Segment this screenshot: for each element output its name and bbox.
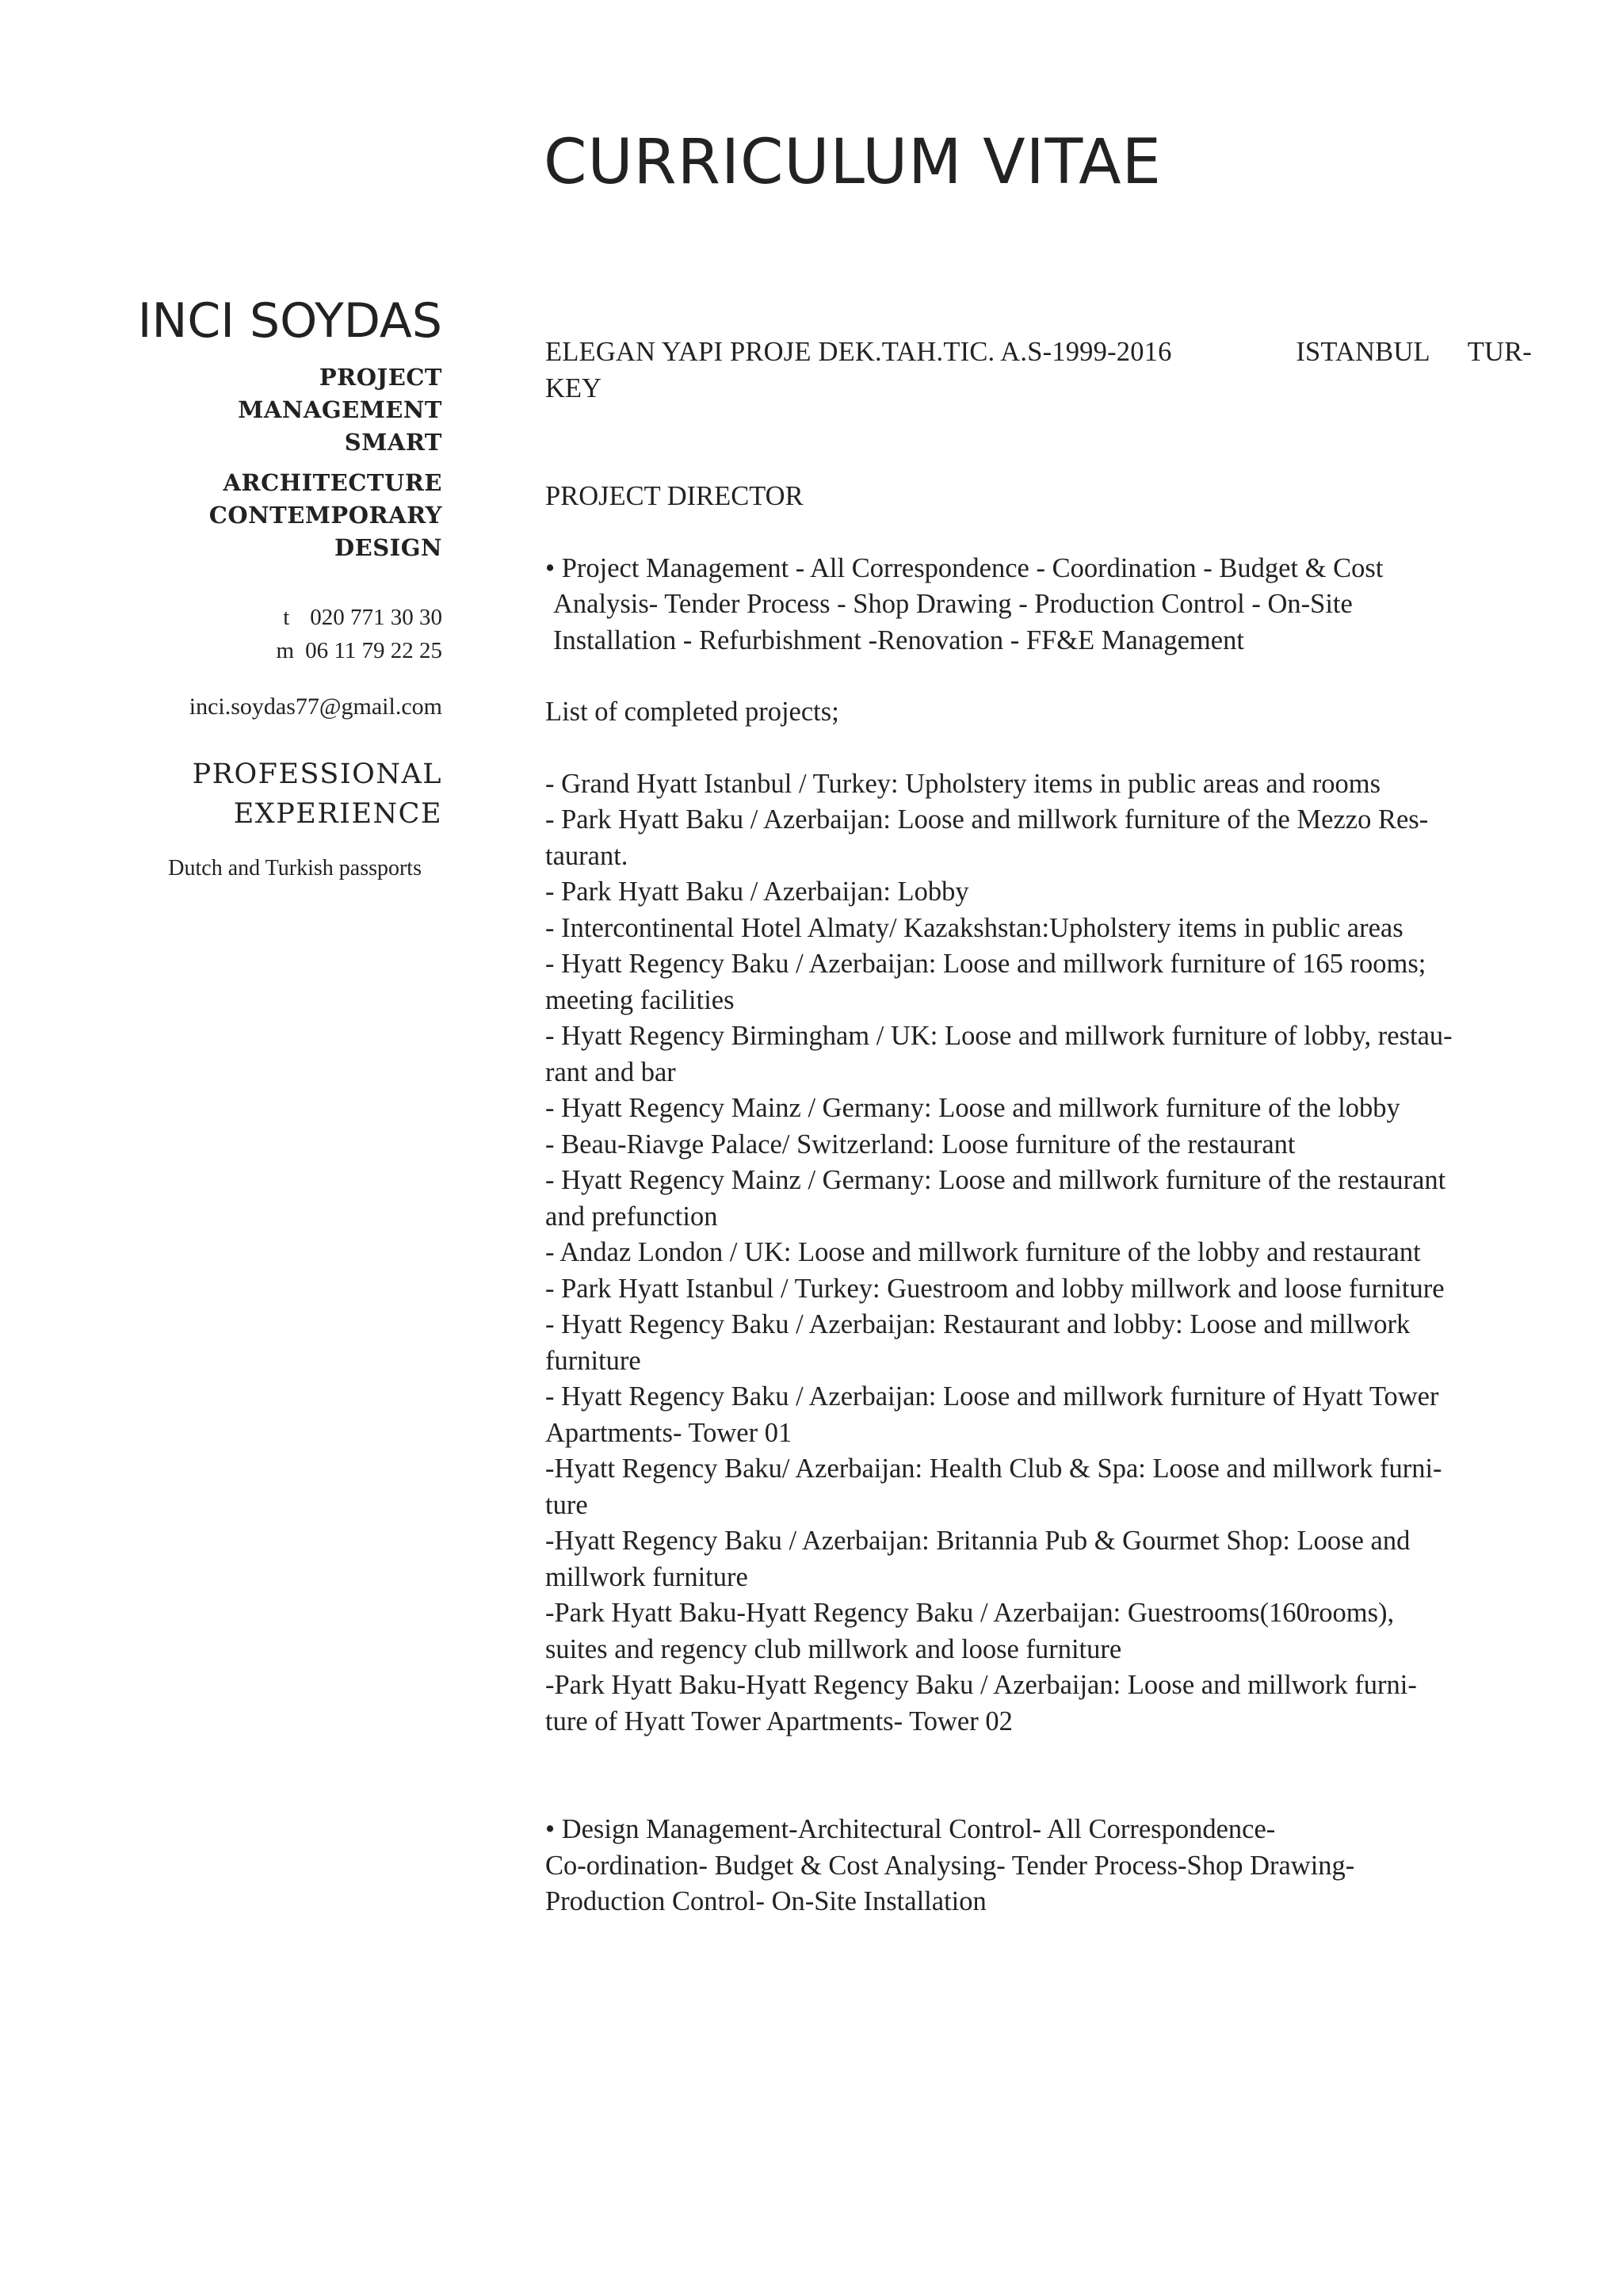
projects-heading: List of completed projects; — [545, 697, 839, 727]
project-line: -Park Hyatt Baku-Hyatt Regency Baku / Azerbaijan: Guestrooms(160rooms), — [545, 1598, 1395, 1628]
project-line: - Park Hyatt Baku / Azerbaijan: Lobby — [545, 877, 969, 907]
specialty-line: DESIGN — [334, 534, 442, 561]
phone-number: 020 771 30 30 — [310, 605, 442, 630]
project-line: rant and bar — [545, 1056, 676, 1087]
responsibility-line: Installation - Refurbishment -Renovation - FF&E Management — [553, 625, 1244, 655]
heading-line: EXPERIENCE — [233, 798, 442, 830]
project-line: ture — [545, 1489, 588, 1520]
company-name: ELEGAN YAPI PROJE DEK.TAH.TIC. A.S-1999-2016 — [545, 337, 1172, 367]
project-line: -Hyatt Regency Baku / Azerbaijan: Britannia Pub & Gourmet Shop: Loose and — [545, 1526, 1411, 1556]
responsibility-line: • Project Management - All Correspondence - Coordination - Budget & Cost — [545, 552, 1384, 583]
responsibility-line: Analysis- Tender Process - Shop Drawing - Production Control - On-Site — [553, 589, 1353, 619]
project-line: ture of Hyatt Tower Apartments- Tower 02 — [545, 1706, 1013, 1736]
project-line: - Beau-Riavge Palace/ Switzerland: Loose furniture of the restaurant — [545, 1129, 1296, 1159]
project-list — [545, 766, 1532, 1740]
specialty-line: PROJECT — [319, 364, 442, 391]
professional-experience-heading — [79, 755, 442, 834]
specialty-line: ARCHITECTURE — [223, 469, 442, 496]
project-line: -Park Hyatt Baku-Hyatt Regency Baku / Azerbaijan: Loose and millwork furni- — [545, 1670, 1417, 1700]
design-responsibilities — [545, 1812, 1532, 1920]
company-line — [545, 334, 1532, 371]
experience-content — [545, 334, 1532, 1920]
project-line: taurant. — [545, 840, 628, 871]
project-line: - Park Hyatt Baku / Azerbaijan: Loose and millwork furniture of the Mezzo Res- — [545, 804, 1429, 835]
project-line: - Intercontinental Hotel Almaty/ Kazakshstan:Upholstery items in public areas — [545, 912, 1403, 943]
design-line: Co-ordination- Budget & Cost Analysing- Tender Process-Shop Drawing- — [545, 1850, 1355, 1881]
project-line: - Hyatt Regency Baku / Azerbaijan: Loose and millwork furniture of 165 rooms; — [545, 949, 1426, 979]
mobile-label: m — [276, 638, 295, 663]
specialties — [79, 361, 442, 564]
specialty-line: MANAGEMENT — [238, 396, 442, 423]
company-location: ISTANBUL TUR- — [1296, 337, 1532, 367]
project-line: - Andaz London / UK: Loose and millwork furniture of the lobby and restaurant — [545, 1237, 1421, 1267]
project-line: and prefunction — [545, 1201, 718, 1232]
company-line-continued: KEY — [545, 372, 601, 403]
job-role: PROJECT DIRECTOR — [545, 481, 804, 511]
document-title: CURRICULUM VITAE — [544, 127, 1162, 198]
project-line: - Park Hyatt Istanbul / Turkey: Guestroom and lobby millwork and loose furniture — [545, 1273, 1445, 1304]
project-line: - Hyatt Regency Baku / Azerbaijan: Restaurant and lobby: Loose and millwork — [545, 1309, 1411, 1339]
email-address: inci.soydas77@gmail.com — [189, 693, 442, 720]
project-line: meeting facilities — [545, 984, 735, 1015]
project-line: - Hyatt Regency Mainz / Germany: Loose and millwork furniture of the restaurant — [545, 1165, 1446, 1195]
project-line: suites and regency club millwork and loose furniture — [545, 1633, 1122, 1664]
person-name: INCI SOYDAS — [137, 293, 442, 349]
project-line: - Hyatt Regency Birmingham / UK: Loose and millwork furniture of lobby, restau- — [545, 1021, 1453, 1051]
project-line: Apartments- Tower 01 — [545, 1417, 792, 1448]
specialty-line: CONTEMPORARY — [208, 502, 442, 529]
phone-row — [79, 601, 442, 634]
design-line: • Design Management-Architectural Control- All Correspondence- — [545, 1814, 1276, 1844]
project-line: -Hyatt Regency Baku/ Azerbaijan: Health Club & Spa: Loose and millwork furni- — [545, 1454, 1442, 1484]
responsibilities — [545, 551, 1532, 659]
design-line: Production Control- On-Site Installation — [545, 1886, 987, 1916]
project-line: - Hyatt Regency Mainz / Germany: Loose and millwork furniture of the lobby — [545, 1093, 1400, 1123]
specialty-line: SMART — [344, 429, 442, 456]
project-line: furniture — [545, 1345, 641, 1376]
heading-line: PROFESSIONAL — [192, 758, 442, 790]
project-line: - Grand Hyatt Istanbul / Turkey: Upholstery items in public areas and rooms — [545, 768, 1381, 799]
project-line: millwork furniture — [545, 1561, 748, 1592]
passports-note: Dutch and Turkish passports — [168, 856, 422, 881]
project-line: - Hyatt Regency Baku / Azerbaijan: Loose and millwork furniture of Hyatt Tower — [545, 1381, 1439, 1412]
mobile-number: 06 11 79 22 25 — [305, 638, 442, 663]
profile-sidebar — [79, 293, 442, 884]
phone-label: t — [283, 605, 290, 630]
contact-info — [79, 601, 442, 667]
mobile-row — [79, 634, 442, 667]
